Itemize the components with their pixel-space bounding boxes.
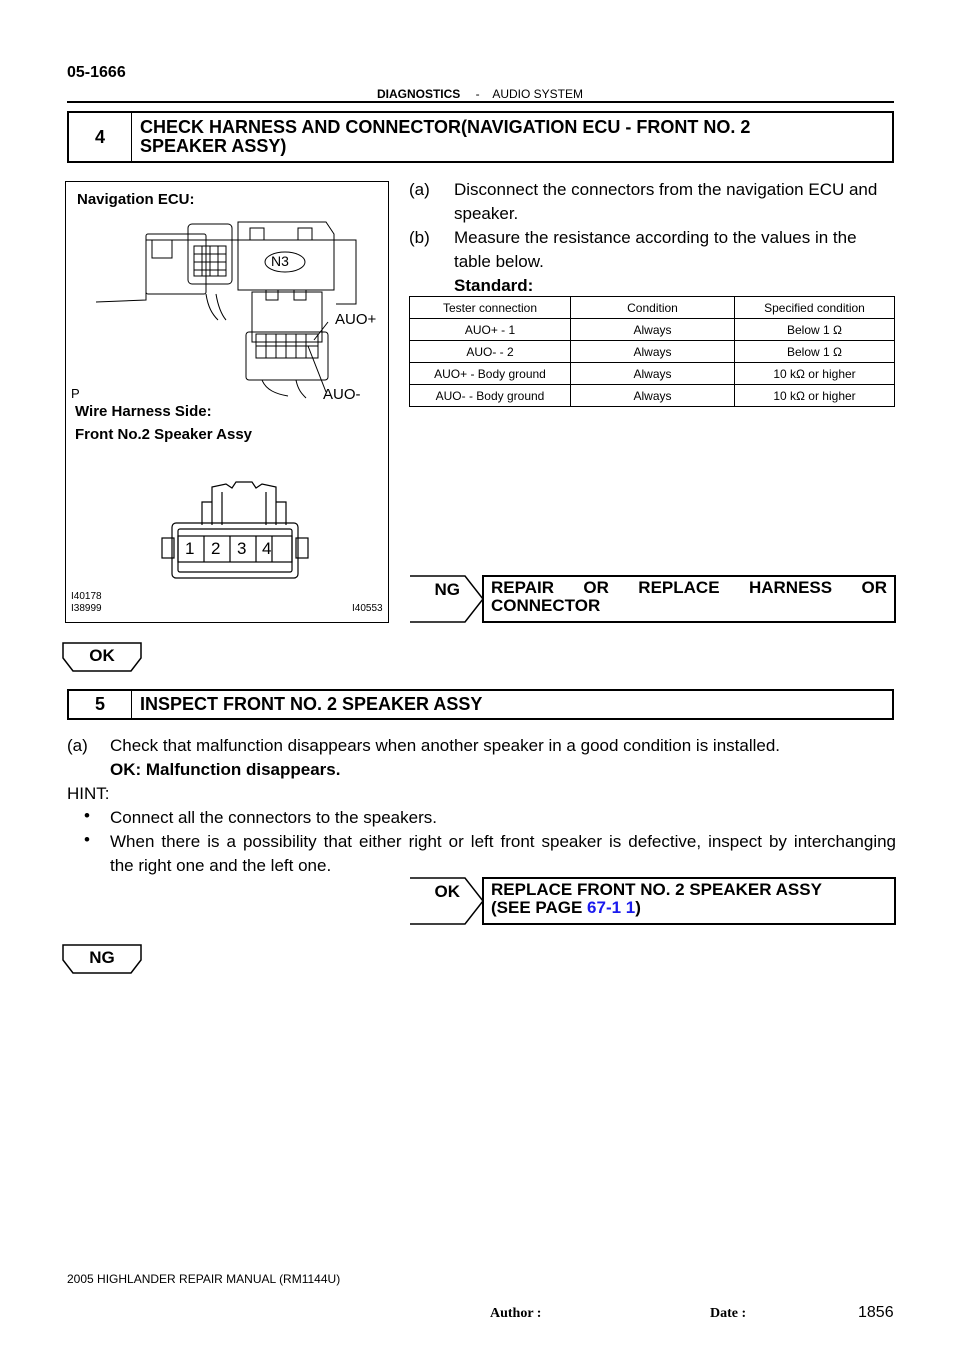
connector-figure [65, 181, 389, 623]
footer-page-number: 1856 [858, 1304, 894, 1321]
figure-pin-4: 4 [262, 539, 272, 558]
step-5-a-label: (a) [67, 736, 88, 755]
figure-pin-2: 2 [211, 539, 221, 558]
table-cell: AUO- - Body ground [410, 385, 571, 407]
footer-author: Author : [490, 1306, 542, 1321]
figure-connector-id: N3 [271, 253, 289, 269]
footer-date: Date : [710, 1306, 747, 1321]
speaker-connector-drawing [66, 182, 388, 622]
step-4-heading [67, 111, 894, 163]
table-row [410, 319, 895, 341]
figure-label-harness-2: Front No.2 Speaker Assy [75, 426, 253, 443]
step-5-a-text: Check that malfunction disappears when another speaker in a good condition is installed. [110, 736, 781, 755]
figure-label-harness-1: Wire Harness Side: [75, 403, 212, 420]
instruction-b-line-2: table below. [454, 252, 544, 271]
see-page-prefix: (SEE PAGE [491, 898, 588, 917]
figure-pin-minus: AUO- [323, 386, 361, 403]
result-ng-tag [409, 575, 482, 623]
result-ok-replace [409, 877, 896, 925]
footer-manual: 2005 HIGHLANDER REPAIR MANUAL (RM1144U) [67, 1272, 341, 1286]
page-code: 05-1666 [67, 64, 126, 81]
result-ok-line-2 [491, 899, 887, 917]
figure-pin-3: 3 [237, 539, 247, 558]
table-row [410, 385, 895, 407]
bullet-dot-icon: • [84, 806, 90, 825]
bullet-dot-icon: • [84, 830, 90, 849]
figure-label-ecu: Navigation ECU: [77, 191, 195, 208]
header-rule [67, 101, 894, 103]
result-ok-label: OK [434, 882, 460, 901]
table-cell: Always [571, 385, 735, 407]
result-ng-text [482, 575, 896, 623]
step-4-title-line-1: CHECK HARNESS AND CONNECTOR(NAVIGATION ECU - FRONT NO. 2 [140, 117, 751, 137]
table-header: Tester connection [410, 297, 571, 319]
hint-bullet-2-line-2: the right one and the left one. [110, 856, 332, 875]
step-5-title: INSPECT FRONT NO. 2 SPEAKER ASSY [140, 694, 483, 714]
table-cell: Always [571, 319, 735, 341]
ng-tab-label: NG [89, 948, 115, 967]
step-5-ok-line: OK: Malfunction disappears. [110, 760, 341, 779]
resistance-table [409, 296, 895, 407]
section-name: DIAGNOSTICS [376, 87, 461, 101]
step-4-title-line-2: SPEAKER ASSY) [140, 136, 287, 156]
ng-tab [62, 944, 142, 974]
table-cell: Below 1 Ω [735, 319, 895, 341]
section-header [0, 87, 960, 101]
table-cell: Below 1 Ω [735, 341, 895, 363]
table-cell: AUO- - 2 [410, 341, 571, 363]
standard-label: Standard: [454, 276, 534, 295]
table-cell: 10 kΩ or higher [735, 363, 895, 385]
table-cell: Always [571, 363, 735, 385]
table-cell: Always [571, 341, 735, 363]
result-ng-repair [409, 575, 896, 623]
figure-pin-plus: AUO+ [335, 311, 377, 328]
table-cell: AUO+ - 1 [410, 319, 571, 341]
hint-bullet-1: Connect all the connectors to the speakers. [110, 808, 437, 827]
instruction-b-label: (b) [409, 228, 430, 247]
figure-pin-1: 1 [185, 539, 195, 558]
table-header: Condition [571, 297, 735, 319]
result-ng-line-1: REPAIR OR REPLACE HARNESS OR [491, 578, 887, 597]
result-ok-text [482, 877, 896, 925]
table-header-row [410, 297, 895, 319]
hint-bullet-2-line-1: When there is a possibility that either right or left front speaker is defective, inspect by interchanging [110, 832, 896, 851]
figure-id-3: I40553 [352, 603, 383, 614]
result-ok-line-1: REPLACE FRONT NO. 2 SPEAKER ASSY [491, 880, 822, 899]
table-cell: AUO+ - Body ground [410, 363, 571, 385]
table-header: Specified condition [735, 297, 895, 319]
ok-tab [62, 642, 142, 672]
see-page-suffix: ) [635, 898, 641, 917]
result-ok-tag [409, 877, 482, 925]
figure-id-1: I40178 [71, 591, 102, 602]
instruction-a-line-2: speaker. [454, 204, 519, 223]
ok-tab-label: OK [89, 646, 115, 665]
step-5-number: 5 [69, 691, 132, 718]
page-link[interactable]: 67-1 1 [587, 898, 636, 917]
section-separator: - [475, 87, 480, 101]
subsection-name: AUDIO SYSTEM [492, 87, 584, 101]
instruction-b-line-1: Measure the resistance according to the values in the [454, 228, 857, 247]
result-ng-label: NG [434, 580, 460, 599]
step-5-heading [67, 689, 894, 720]
figure-marker-p: P [71, 386, 80, 401]
table-row [410, 341, 895, 363]
figure-id-2: I38999 [71, 603, 102, 614]
table-cell: 10 kΩ or higher [735, 385, 895, 407]
instruction-a-line-1: Disconnect the connectors from the navigation ECU and [454, 180, 878, 199]
instruction-a-label: (a) [409, 180, 430, 199]
table-row [410, 363, 895, 385]
result-ng-line-2: CONNECTOR [491, 596, 601, 615]
step-4-number: 4 [69, 113, 132, 161]
step-4-title [132, 113, 758, 161]
hint-label: HINT: [67, 784, 110, 803]
